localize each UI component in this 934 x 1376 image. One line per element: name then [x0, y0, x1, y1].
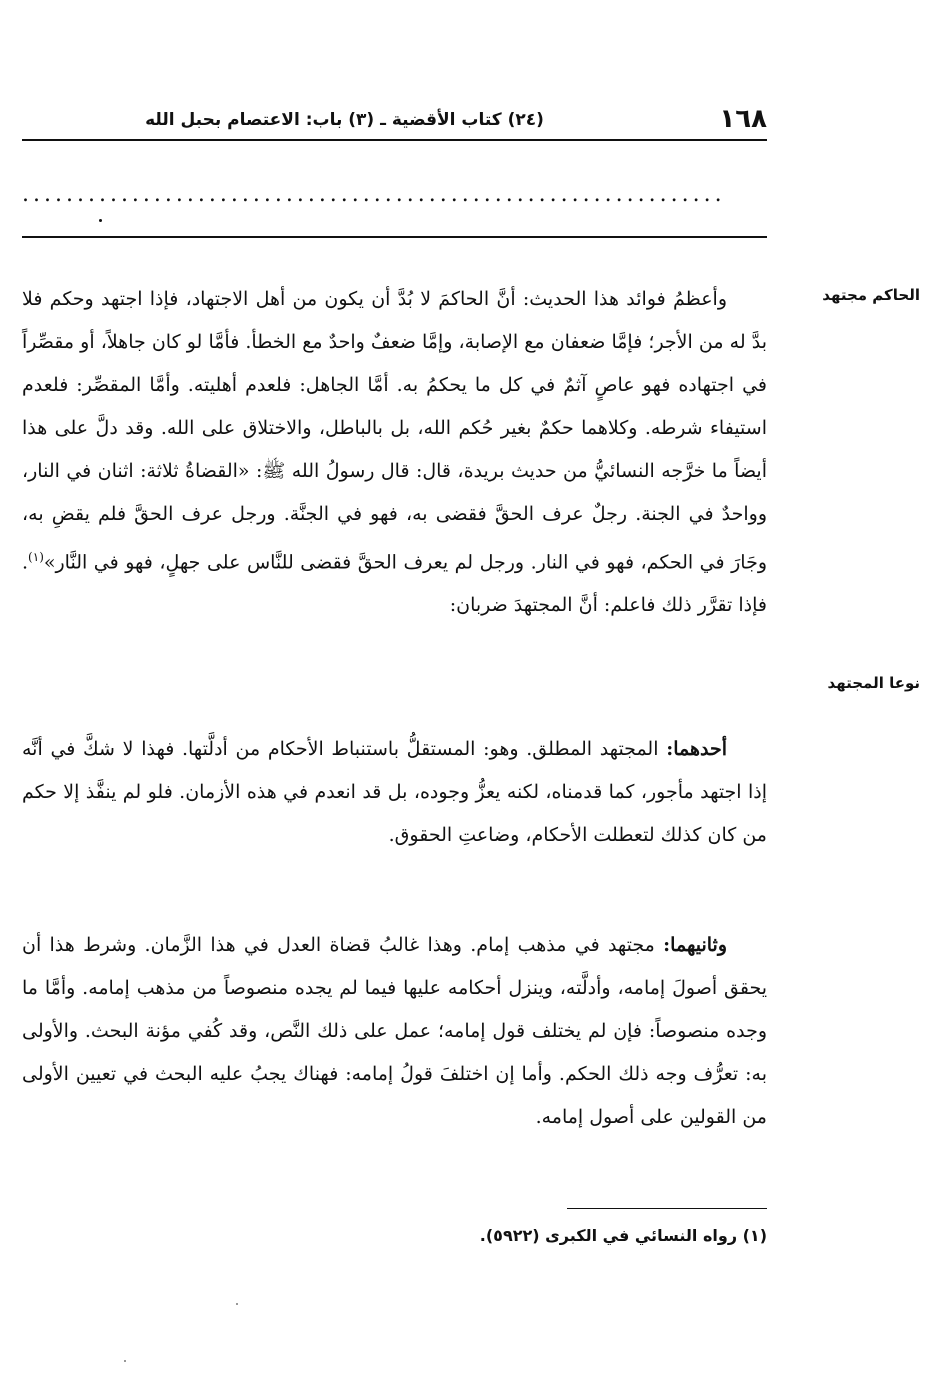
paragraph-3-text: مجتهد في مذهب إمام. وهذا غالبُ قضاة العدل في هذا الزَّمان. وشرط هذا أن يحقق أصولَ إمامه، وأدلَّته، وينزل أحكامه عليها فيما لم يجده منصوصاً من مذهب إمامه. وأمَّا ما وجده منصوصاً: فإن لم يختلف قول إمامه؛ عمل على ذلك النَّص، وقد كُفي مؤنة البحث. والأولى به: تعرُّف وجه ذلك الحكم. وأما إن اختلفَ قولُ إمامه: فهناك يجبُ عليه البحث في تعيين الأولى من القولين على أصول إمامه.	[22, 934, 767, 1128]
paragraph-1	[22, 278, 767, 627]
paragraph-2-lead: أحدهما:	[666, 738, 728, 760]
paragraph-3	[22, 924, 767, 1139]
paragraph-2	[22, 728, 767, 857]
header-rule	[22, 139, 767, 141]
paragraph-3-lead: وثانيهما:	[663, 934, 727, 956]
stray-dot	[99, 219, 102, 222]
section-rule	[22, 236, 767, 238]
omitted-text-ellipsis: ................................................................	[22, 182, 726, 207]
page-number: ١٦٨	[719, 104, 767, 134]
paragraph-1-text: وأعظمُ فوائد هذا الحديث: أنَّ الحاكمَ لا بُدَّ أن يكون من أهل الاجتهاد، فإذا اجتهد وحكم فلا بدَّ له من الأجر؛ فإمَّا ضعفان مع الإصابة، وإمَّا ضعفٌ واحدٌ مع الخطأ. فأمَّا لو كان جاهلاً، أو مقصِّراً في اجتهاده فهو عاصٍ آثمٌ في كل ما يحكمُ به. أمَّا الجاهل: فلعدم أهليته. وأمَّا المقصِّر: فلعدم استيفاء شرطه. وكلاهما حكمٌ بغير حُكم الله، بل بالباطل، والاختلاق على الله. وقد دلَّ على هذا أيضاً ما خرَّجه النسائيُّ من حديث بريدة، قال: قال رسولُ الله ﷺ: «القضاةُ ثلاثة: اثنان في النار، وواحدٌ في الجنة. رجلٌ عرف الحقَّ فقضى به، فهو في الجنَّة. ورجل عرف الحقَّ فلم يقضِ به، وجَارَ في الحكم، فهو في النار. ورجل لم يعرف الحقَّ فقضى للنَّاس على جهلٍ، فهو في النَّار»	[22, 288, 767, 574]
footnote: (١) رواه النسائي في الكبرى (٥٩٢٢).	[479, 1226, 767, 1245]
footnote-rule	[567, 1208, 767, 1209]
scan-speck	[236, 1303, 238, 1305]
margin-note-types: نوعا المجتهد	[827, 674, 920, 692]
running-title: (٢٤) كتاب الأقضية ـ (٣) باب: الاعتصام بحبل الله	[145, 110, 544, 130]
margin-note-judge: الحاكم مجتهد	[822, 286, 920, 304]
paragraph-1-end: . فإذا تقرَّر ذلك فاعلم: أنَّ المجتهدَ ضربان:	[22, 551, 767, 617]
page-header	[22, 104, 767, 134]
footnote-marker: (١)	[28, 550, 44, 564]
scan-speck	[124, 1360, 126, 1362]
paragraph-2-text: المجتهد المطلق. وهو: المستقلُّ باستنباط الأحكام من أدلَّتها. فهذا لا شكَّ في أنَّه إذا اجتهد مأجور، كما قدمناه، لكنه يعزُّ وجوده، بل قد انعدم في هذه الأزمان. فلو لم ينفَّذ إلا حكم من كان كذلك لتعطلت الأحكام، وضاعتِ الحقوق.	[22, 738, 767, 846]
